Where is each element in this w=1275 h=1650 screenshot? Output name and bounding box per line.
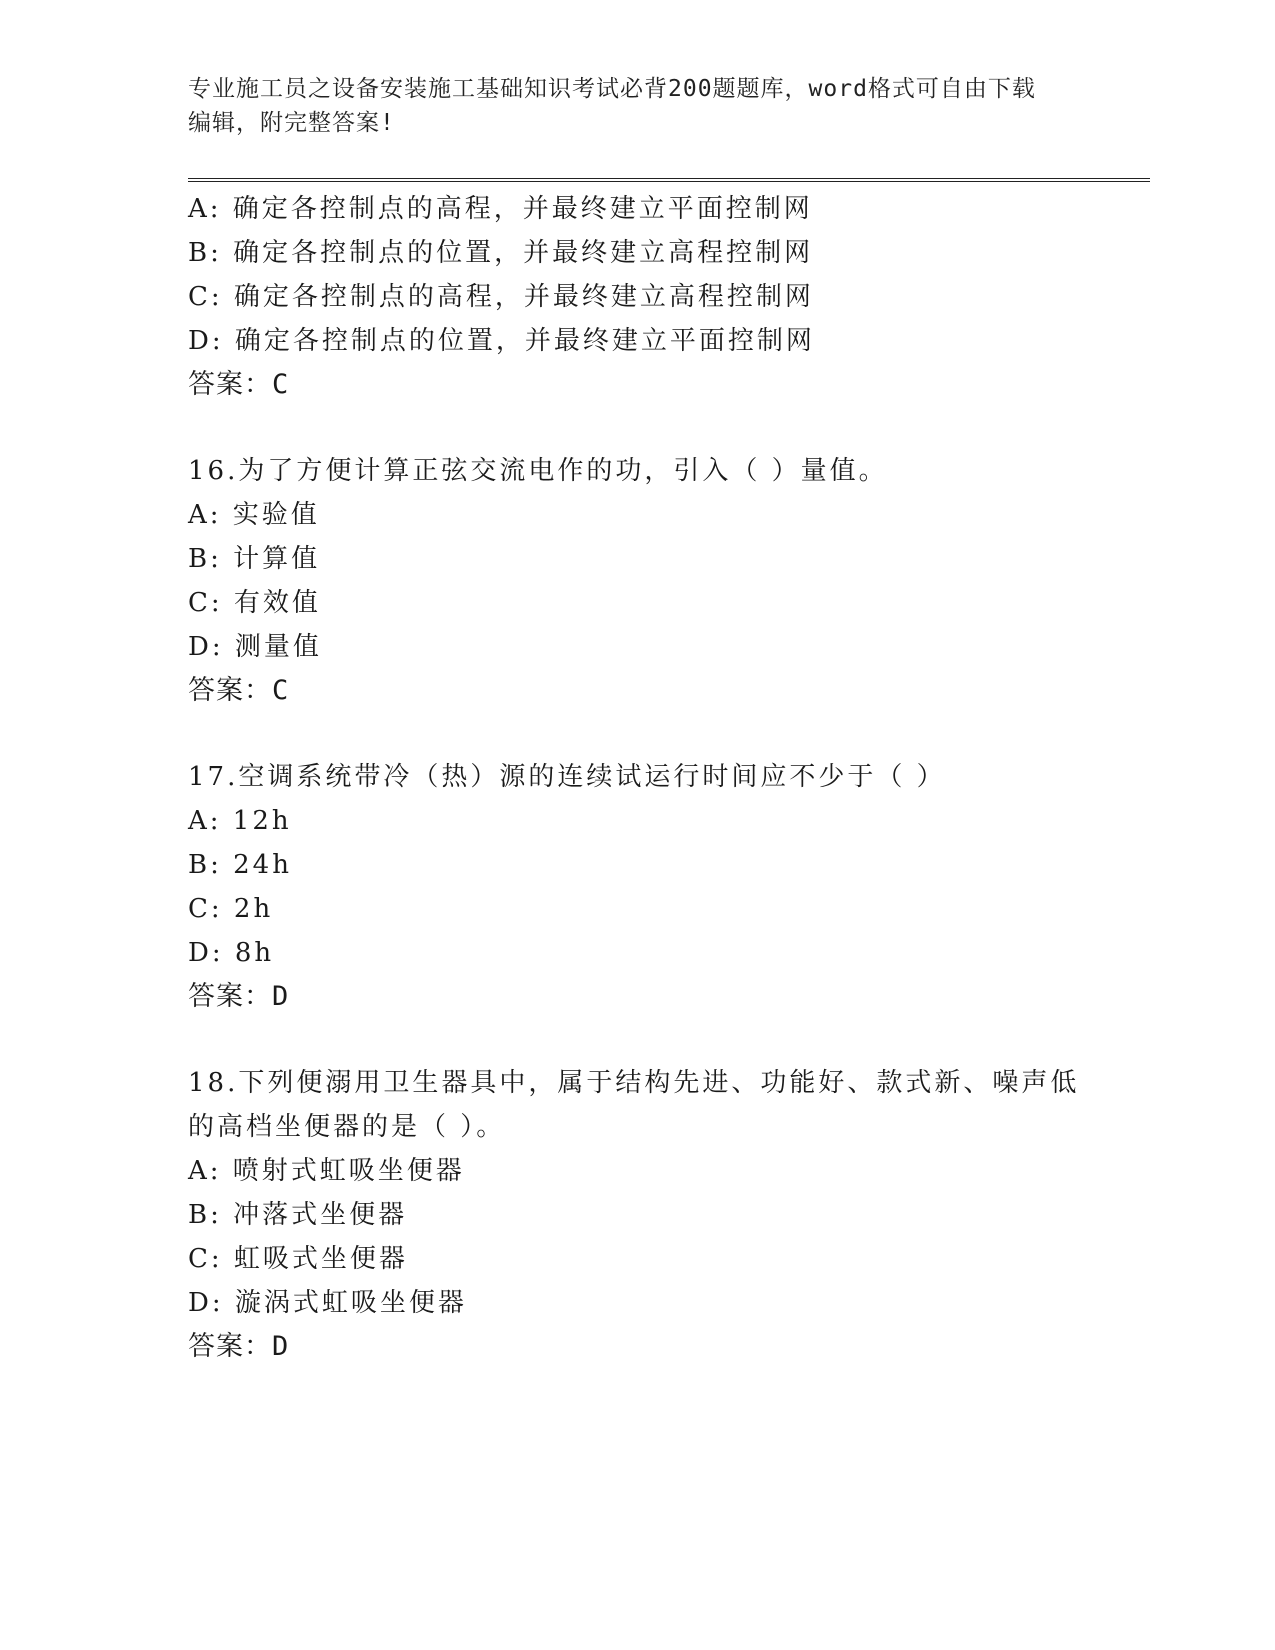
q16-answer: 答案：C <box>188 675 290 706</box>
q18-question-line-2: 的高档坐便器的是（ ）。 <box>188 1112 506 1142</box>
q15-option-d: D: 确定各控制点的位置，并最终建立平面控制网 <box>188 326 815 356</box>
q17-option-b: B: 24h <box>188 850 292 880</box>
q16-option-b: B: 计算值 <box>188 544 321 574</box>
q15-option-a: A: 确定各控制点的高程，并最终建立平面控制网 <box>188 194 813 224</box>
q18-option-c: C: 虹吸式坐便器 <box>188 1244 408 1274</box>
q18-answer: 答案：D <box>188 1331 290 1362</box>
q16-option-c: C: 有效值 <box>188 588 321 618</box>
header-title-line-1: 专业施工员之设备安装施工基础知识考试必背200题题库，word格式可自由下载 <box>188 76 1036 102</box>
q18-option-d: D: 漩涡式虹吸坐便器 <box>188 1288 467 1318</box>
q15-answer: 答案：C <box>188 369 290 400</box>
q16-question: 16.为了方便计算正弦交流电作的功，引入（ ）量值。 <box>188 456 888 486</box>
q17-question: 17.空调系统带冷（热）源的连续试运行时间应不少于（ ） <box>188 762 946 792</box>
header-divider <box>188 178 1150 182</box>
q16-option-d: D: 测量值 <box>188 632 322 662</box>
q18-option-a: A: 喷射式虹吸坐便器 <box>188 1156 465 1186</box>
q18-question-line-1: 18.下列便溺用卫生器具中，属于结构先进、功能好、款式新、噪声低 <box>188 1068 1080 1098</box>
q17-option-a: A: 12h <box>188 806 292 836</box>
q17-option-d: D: 8h <box>188 938 275 968</box>
q17-answer: 答案：D <box>188 981 290 1012</box>
q15-option-c: C: 确定各控制点的高程，并最终建立高程控制网 <box>188 282 814 312</box>
page-header <box>188 72 1088 140</box>
q15-option-b: B: 确定各控制点的位置，并最终建立高程控制网 <box>188 238 814 268</box>
q17-option-c: C: 2h <box>188 894 274 924</box>
q18-option-b: B: 冲落式坐便器 <box>188 1200 408 1230</box>
header-title-line-2: 编辑，附完整答案! <box>188 110 395 136</box>
q16-option-a: A: 实验值 <box>188 500 320 530</box>
